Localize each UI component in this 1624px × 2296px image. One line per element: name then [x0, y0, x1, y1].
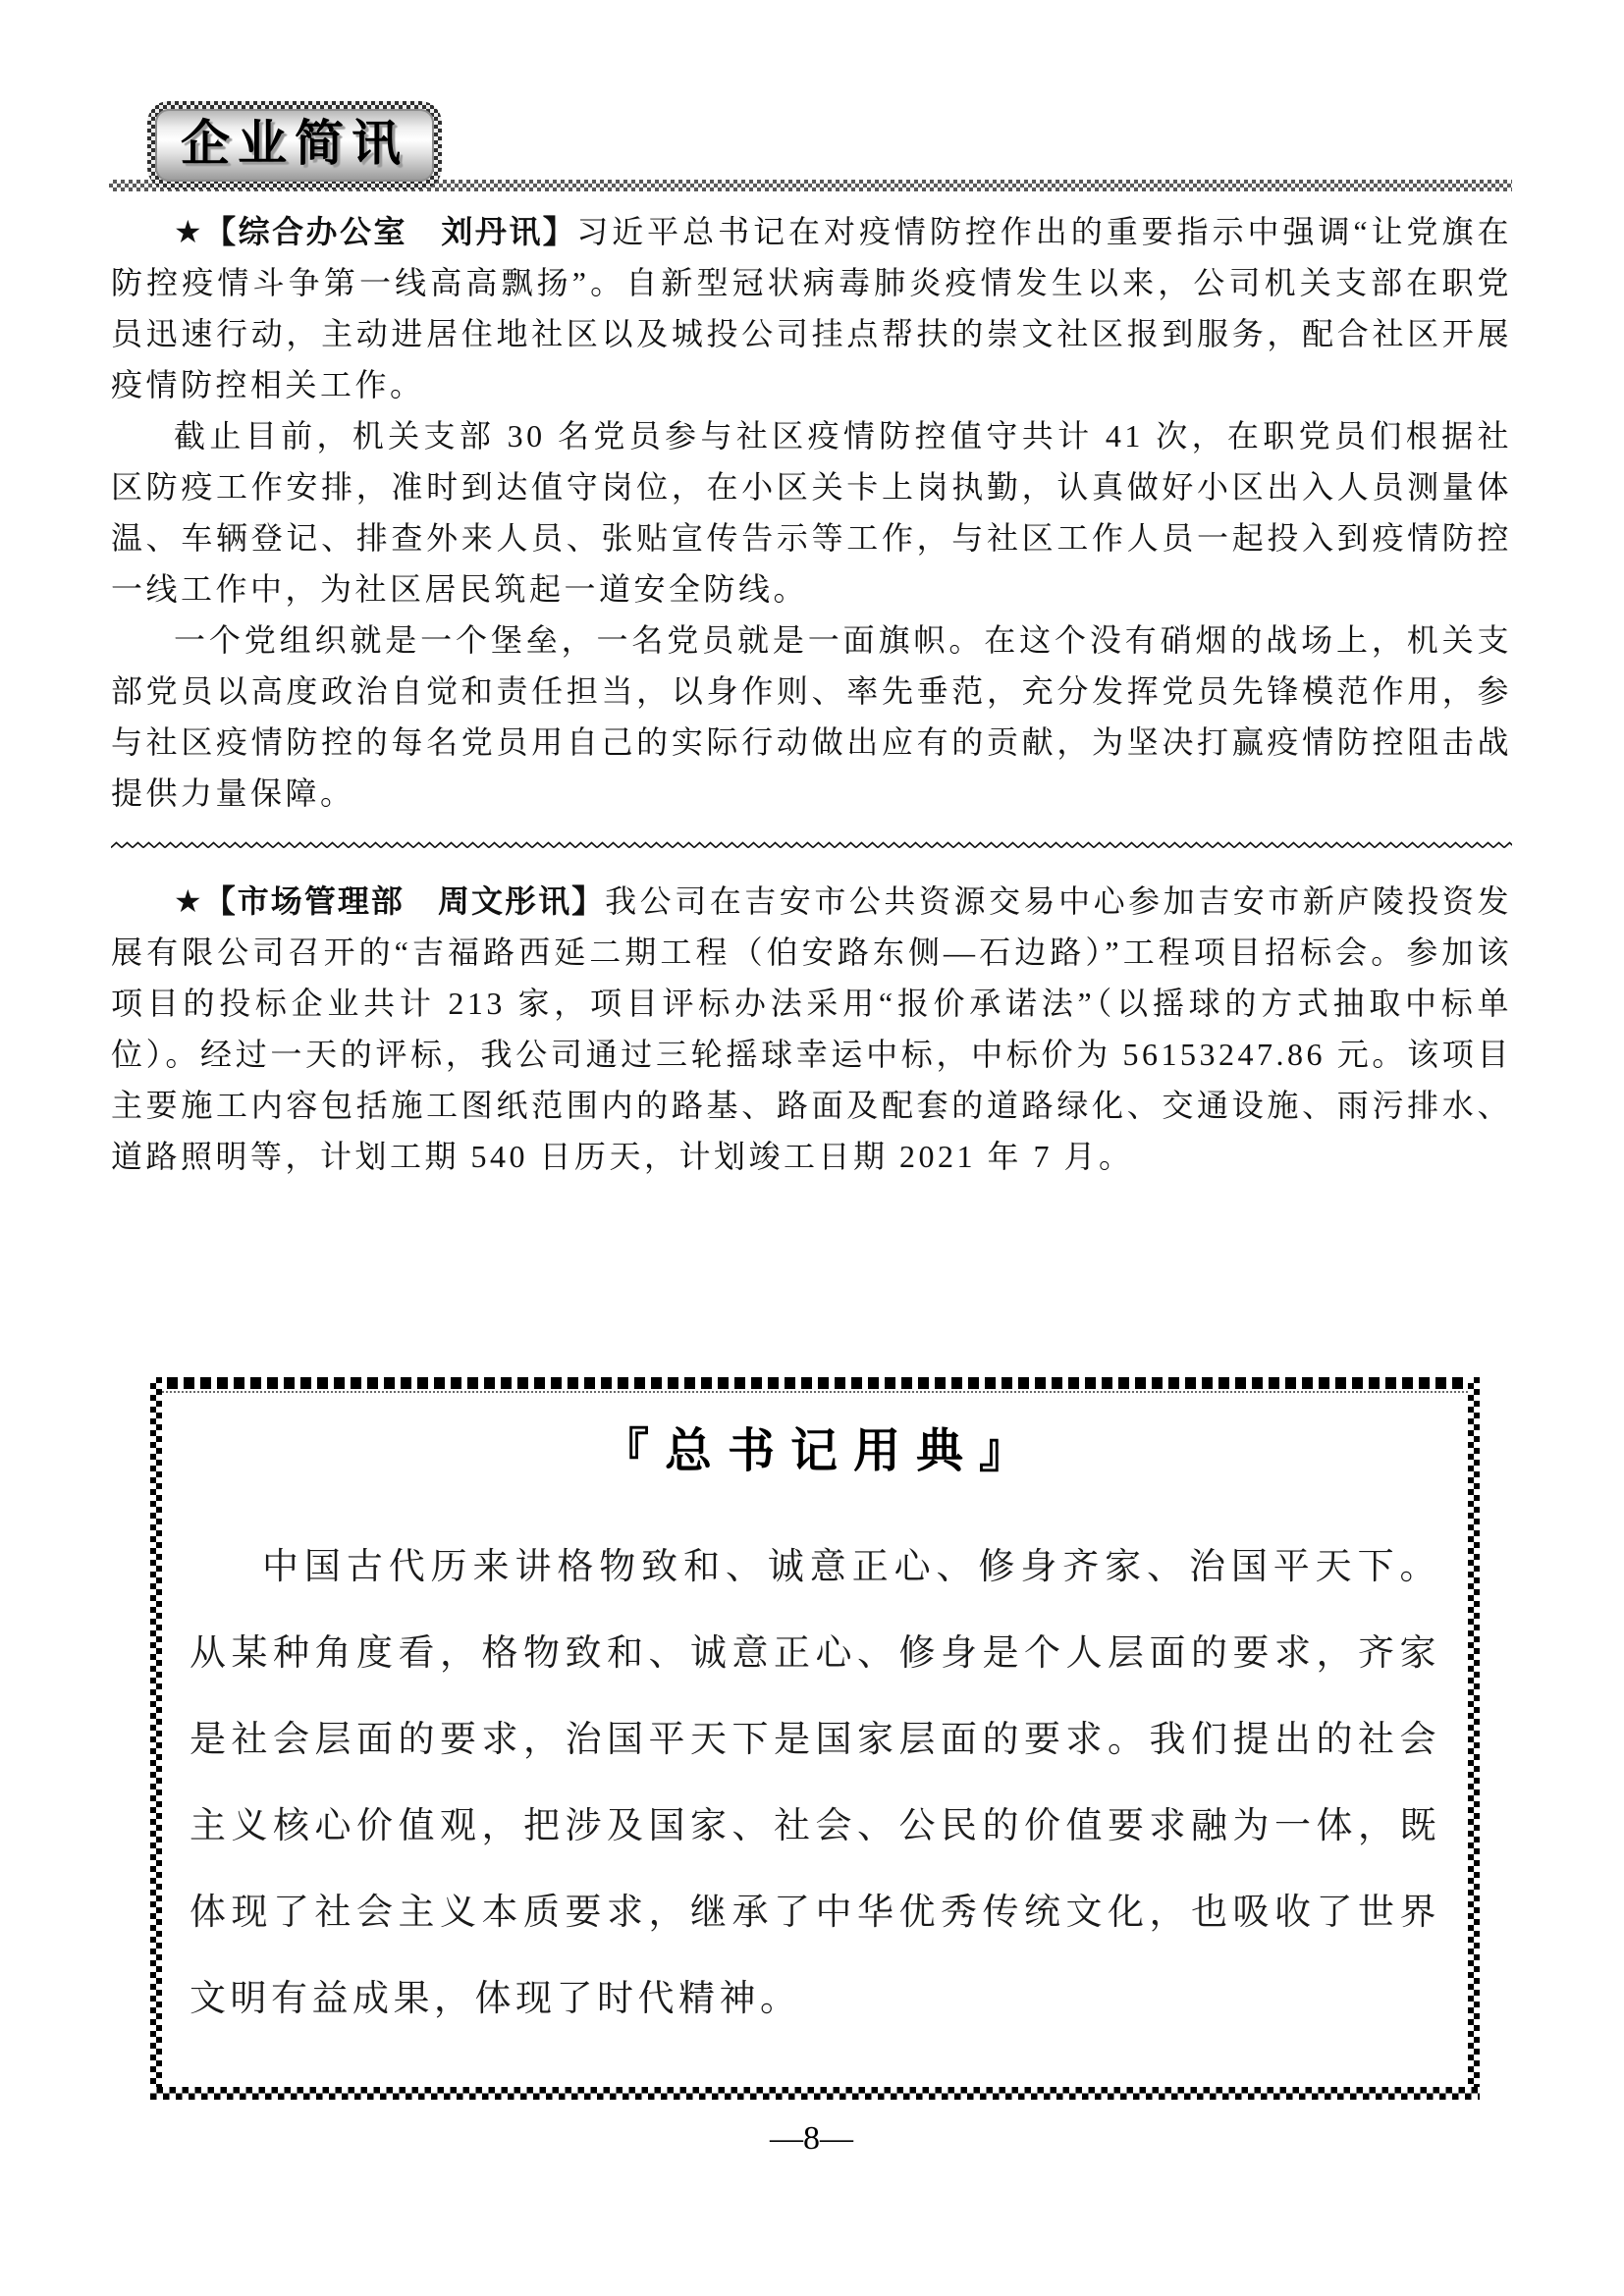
quote-box-body: 中国古代历来讲格物致和、诚意正心、修身齐家、治国平天下。从某种角度看，格物致和、诚意正心、修身是个人层面的要求，齐家是社会层面的要求，治国平天下是国家层面的要求。我们提出的社会主义核心价值观，把涉及国家、社会、公民的价值要求融为一体，既体现了社会主义本质要求，继承了中华优秀传统文化，也吸收了世界文明有益成果，体现了时代精神。 — [189, 1547, 1440, 2019]
article-byline — [174, 883, 605, 919]
page-content — [0, 206, 1624, 2161]
wavy-divider — [111, 840, 1512, 850]
section-badge-label: 企业简讯 — [181, 116, 408, 171]
article-market-department — [111, 876, 1512, 1182]
article-general-office — [111, 206, 1512, 819]
article-byline-text: 【市场管理部 周文彤讯】 — [203, 883, 606, 919]
article-byline — [174, 214, 576, 249]
article-byline-text: 【综合办公室 刘丹讯】 — [204, 214, 577, 249]
article-paragraph: 截止目前，机关支部 30 名党员参与社区疫情防控值守共计 41 次，在职党员们根据社区防疫工作安排，准时到达值守岗位，在小区关卡上岗执勤，认真做好小区出入人员测量体温、车辆登记、排查外来人员、张贴宣传告示等工作，与社区工作人员一起投入到疫情防控一线工作中，为社区居民筑起一道安全防线。 — [111, 418, 1512, 607]
article-paragraph: 一个党组织就是一个堡垒，一名党员就是一面旗帜。在这个没有硝烟的战场上，机关支部党员以高度政治自觉和责任担当，以身作则、率先垂范，充分发挥党员先锋模范作用，参与社区疫情防控的每名党员用自己的实际行动做出应有的贡献，为坚决打赢疫情防控阻击战提供力量保障。 — [111, 622, 1512, 811]
page-footer — [111, 2117, 1512, 2161]
page-number: —8— — [770, 2120, 853, 2157]
article-paragraph — [111, 876, 1512, 1182]
section-badge-face — [155, 109, 434, 182]
quote-box — [150, 1377, 1480, 2100]
page-header — [0, 0, 1624, 192]
quote-box-border-right — [1468, 1377, 1480, 2100]
wavy-divider-line — [111, 840, 1512, 850]
quote-box-border-bottom — [150, 2087, 1480, 2100]
quote-box-title: 『 总 书 记 用 典 』 — [601, 1425, 1028, 1477]
quote-box-border-top — [150, 1377, 1480, 1389]
article-text: 我公司在吉安市公共资源交易中心参加吉安市新庐陵投资发展有限公司召开的“吉福路西延二期工程（伯安路东侧—石边路）”工程项目招标会。参加该项目的投标企业共计 213 家，项目评标办法采用“报价承诺法”（以摇球的方式抽取中标单位）。经过一天的评标，我公司通过三轮摇球幸运中标，中标价为 56153247.86 元。该项目主要施工内容包括施工图纸范围内的路基、路面及配套的道路绿化、交通设施、雨污排水、道路照明等，计划工期 540 日历天，计划竣工日期 2021 年 7 月。 — [111, 883, 1512, 1174]
star-icon: ★ — [174, 882, 204, 920]
article-text: 习近平总书记在对疫情防控作出的重要指示中强调“让党旗在防控疫情斗争第一线高高飘扬”。自新型冠状病毒肺炎疫情发生以来，公司机关支部在职党员迅速行动，主动进居住地社区以及城投公司挂点帮扶的崇文社区报到服务，配合社区开展疫情防控相关工作。 — [111, 214, 1512, 402]
quote-box-border-left — [150, 1377, 162, 2100]
section-badge — [147, 101, 442, 189]
article-paragraph — [111, 206, 1512, 410]
star-icon: ★ — [174, 213, 205, 250]
